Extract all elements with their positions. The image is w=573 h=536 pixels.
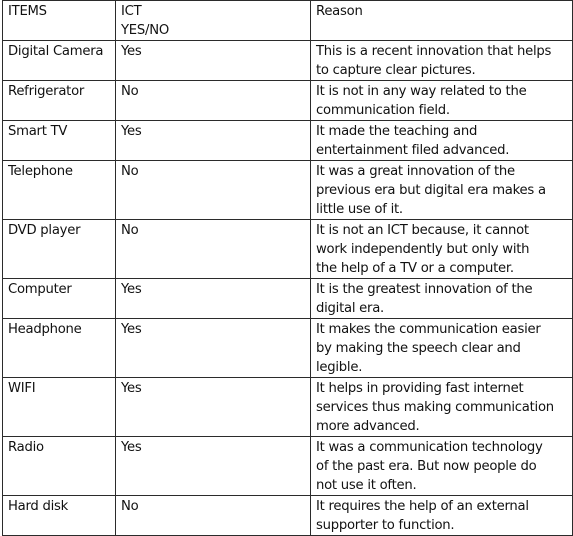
reason-cell [311, 319, 573, 378]
reason-cell [311, 121, 573, 161]
reason-line: the help of a TV or a computer. [316, 261, 514, 276]
table-row [3, 496, 573, 536]
ict-value: No [121, 164, 139, 179]
header-reason-label: Reason [316, 4, 363, 19]
item-cell [3, 161, 116, 220]
reason-line: entertainment filed advanced. [316, 143, 510, 158]
reason-line: It was a great innovation of the [316, 164, 515, 179]
ict-value: Yes [121, 440, 142, 455]
reason-line: It makes the communication easier [316, 322, 541, 337]
ict-cell [116, 437, 311, 496]
reason-line: not use it often. [316, 478, 417, 493]
reason-cell [311, 496, 573, 536]
item-name: Headphone [8, 322, 82, 337]
ict-value: Yes [121, 282, 142, 297]
ict-value: Yes [121, 381, 142, 396]
header-items-label: ITEMS [8, 4, 47, 19]
reason-cell [311, 378, 573, 437]
table-row [3, 279, 573, 319]
ict-cell [116, 121, 311, 161]
reason-line: communication field. [316, 103, 450, 118]
item-name: Digital Camera [8, 44, 104, 59]
ict-items-table [2, 0, 573, 536]
table-row [3, 378, 573, 437]
ict-cell [116, 496, 311, 536]
reason-line: It made the teaching and [316, 124, 478, 139]
item-name: Smart TV [8, 124, 68, 139]
ict-value: No [121, 499, 139, 514]
header-items-cell [3, 1, 116, 41]
reason-line: digital era. [316, 301, 384, 316]
reason-cell [311, 220, 573, 279]
reason-line: It requires the help of an external [316, 499, 529, 514]
item-cell [3, 378, 116, 437]
item-name: DVD player [8, 223, 81, 238]
reason-line: It helps in providing fast internet [316, 381, 524, 396]
item-name: Computer [8, 282, 72, 297]
reason-cell [311, 81, 573, 121]
reason-line: previous era but digital era makes a [316, 183, 546, 198]
ict-value: No [121, 84, 139, 99]
item-cell [3, 279, 116, 319]
reason-line: It was a communication technology [316, 440, 543, 455]
header-ict-options-label: YES/NO [121, 23, 169, 38]
ict-value: No [121, 223, 139, 238]
ict-value: Yes [121, 124, 142, 139]
item-cell [3, 220, 116, 279]
reason-line: This is a recent innovation that helps [316, 44, 552, 59]
reason-line: It is the greatest innovation of the [316, 282, 533, 297]
item-name: Refrigerator [8, 84, 85, 99]
reason-line: of the past era. But now people do [316, 459, 537, 474]
ict-cell [116, 220, 311, 279]
item-name: Radio [8, 440, 44, 455]
item-cell [3, 319, 116, 378]
reason-line: work independently but only with [316, 242, 530, 257]
table-header-row [3, 1, 573, 41]
reason-line: It is not in any way related to the [316, 84, 527, 99]
reason-line: services thus making communication [316, 400, 554, 415]
table-row [3, 41, 573, 81]
reason-line: It is not an ICT because, it cannot [316, 223, 529, 238]
ict-value: Yes [121, 322, 142, 337]
ict-cell [116, 161, 311, 220]
reason-line: by making the speech clear and [316, 341, 521, 356]
table-row [3, 437, 573, 496]
item-cell [3, 496, 116, 536]
item-name: Telephone [8, 164, 73, 179]
item-cell [3, 81, 116, 121]
header-ict-label: ICT [121, 4, 142, 19]
table-row [3, 319, 573, 378]
reason-cell [311, 161, 573, 220]
reason-cell [311, 279, 573, 319]
item-cell [3, 121, 116, 161]
ict-cell [116, 81, 311, 121]
reason-line: more advanced. [316, 419, 420, 434]
item-cell [3, 41, 116, 81]
table-row [3, 161, 573, 220]
item-name: WIFI [8, 381, 36, 396]
ict-value: Yes [121, 44, 142, 59]
table-row [3, 121, 573, 161]
reason-cell [311, 41, 573, 81]
table-row [3, 220, 573, 279]
reason-line: little use of it. [316, 202, 403, 217]
ict-cell [116, 41, 311, 81]
ict-cell [116, 319, 311, 378]
item-cell [3, 437, 116, 496]
table-row [3, 81, 573, 121]
ict-cell [116, 279, 311, 319]
item-name: Hard disk [8, 499, 69, 514]
reason-line: to capture clear pictures. [316, 63, 476, 78]
reason-line: legible. [316, 360, 363, 375]
ict-cell [116, 378, 311, 437]
header-reason-cell [311, 1, 573, 41]
reason-cell [311, 437, 573, 496]
reason-line: supporter to function. [316, 518, 455, 533]
header-ict-cell [116, 1, 311, 41]
